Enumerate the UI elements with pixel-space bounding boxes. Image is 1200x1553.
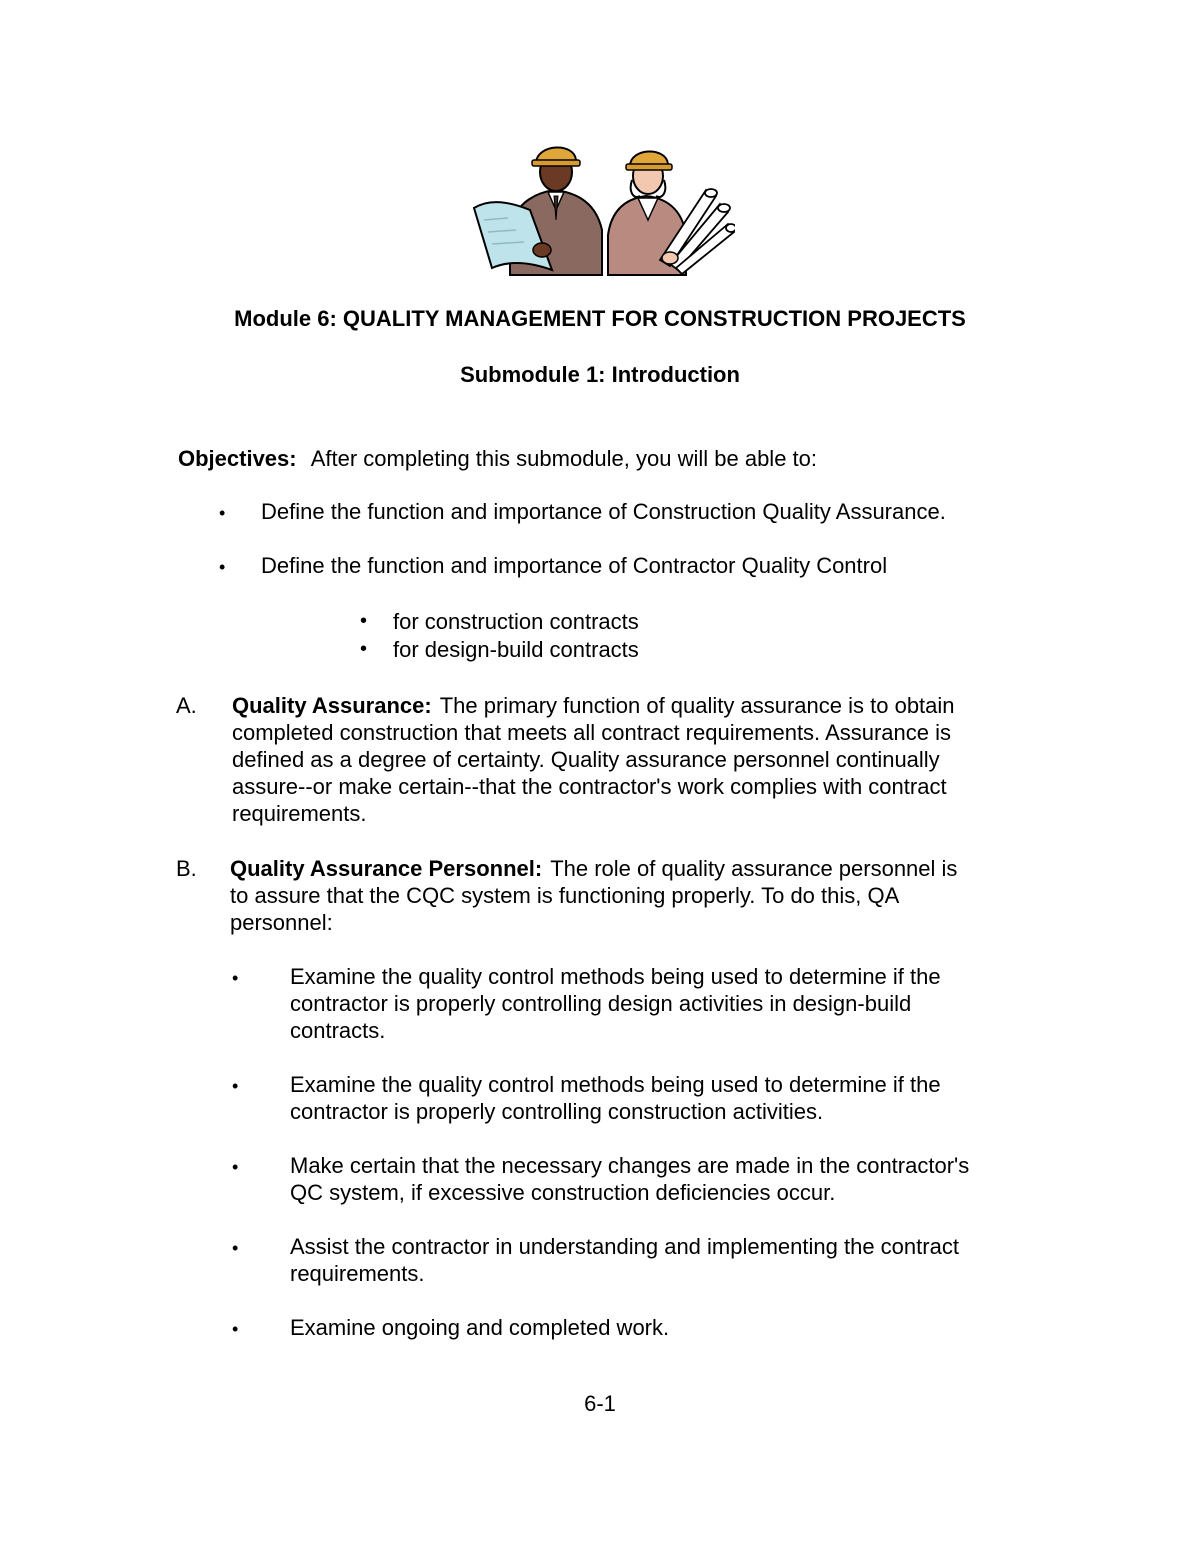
bullet-icon: • xyxy=(219,557,226,577)
section-b-line: personnel: xyxy=(230,910,333,935)
qa-duty-line: Examine the quality control methods being used to determine if the xyxy=(290,1072,941,1097)
objectives-paragraph xyxy=(178,445,817,472)
objective-item: Define the function and importance of Contractor Quality Control xyxy=(261,553,888,578)
section-b-letter: B. xyxy=(176,856,197,881)
man-with-blueprint-figure xyxy=(474,147,602,275)
qa-duty-item xyxy=(290,1071,941,1125)
module-title: Module 6: QUALITY MANAGEMENT FOR CONSTRUCTION PROJECTS xyxy=(234,306,966,331)
bullet-icon: • xyxy=(232,1319,239,1339)
qa-duty-line: Assist the contractor in understanding and implementing the contract xyxy=(290,1234,959,1259)
qa-duty-item xyxy=(290,1152,969,1206)
qa-duty-line: Examine the quality control methods being used to determine if the xyxy=(290,964,941,989)
qa-duty-line: Make certain that the necessary changes are made in the contractor's xyxy=(290,1153,970,1178)
section-b-line: The role of quality assurance personnel is xyxy=(550,856,958,881)
section-b-line: to assure that the CQC system is functioning properly. To do this, QA xyxy=(230,883,900,908)
section-a-letter: A. xyxy=(176,693,197,718)
qa-duty-line: contractor is properly controlling construction activities. xyxy=(290,1099,824,1124)
objectives-label: Objectives: xyxy=(178,446,297,471)
qa-duty-line: QC system, if excessive construction deficiencies occur. xyxy=(290,1180,836,1205)
section-a-paragraph xyxy=(232,692,955,827)
bullet-icon: • xyxy=(232,968,239,988)
bullet-icon: • xyxy=(232,1157,239,1177)
section-a-line: assure--or make certain--that the contractor's work complies with contract xyxy=(232,774,947,799)
woman-with-rolled-plans-figure xyxy=(608,151,735,275)
section-a-line: The primary function of quality assurance is to obtain xyxy=(439,693,955,718)
qa-duty-item xyxy=(290,1233,959,1287)
bullet-icon: • xyxy=(232,1076,239,1096)
section-a-heading: Quality Assurance: xyxy=(232,693,432,718)
section-a-line: requirements. xyxy=(232,801,367,826)
sub-bullet-icon: • xyxy=(360,610,368,632)
qa-duty-item xyxy=(290,1314,669,1341)
qa-duty-line: requirements. xyxy=(290,1261,425,1286)
section-a-line: defined as a degree of certainty. Quality assurance personnel continually xyxy=(232,747,940,772)
section-b-heading: Quality Assurance Personnel: xyxy=(230,856,543,881)
bullet-icon: • xyxy=(232,1238,239,1258)
section-b-paragraph xyxy=(230,855,957,936)
objective-item: Define the function and importance of Construction Quality Assurance. xyxy=(261,499,946,524)
section-a-line: completed construction that meets all contract requirements. Assurance is xyxy=(232,720,952,745)
qa-duty-line: contractor is properly controlling design activities in design-build xyxy=(290,991,912,1016)
page-number: 6-1 xyxy=(584,1391,616,1416)
objectives-text: After completing this submodule, you will be able to: xyxy=(310,446,818,471)
objective-sub-item: for construction contracts xyxy=(393,609,639,634)
qa-duty-line: contracts. xyxy=(290,1018,386,1043)
bullet-icon: • xyxy=(219,503,226,523)
objective-sub-item: for design-build contracts xyxy=(393,637,639,662)
qa-duty-line: Examine ongoing and completed work. xyxy=(290,1315,670,1340)
sub-bullet-icon: • xyxy=(360,638,368,660)
submodule-title: Submodule 1: Introduction xyxy=(460,362,740,387)
construction-workers-illustration xyxy=(470,140,735,282)
qa-duty-item xyxy=(290,963,941,1044)
